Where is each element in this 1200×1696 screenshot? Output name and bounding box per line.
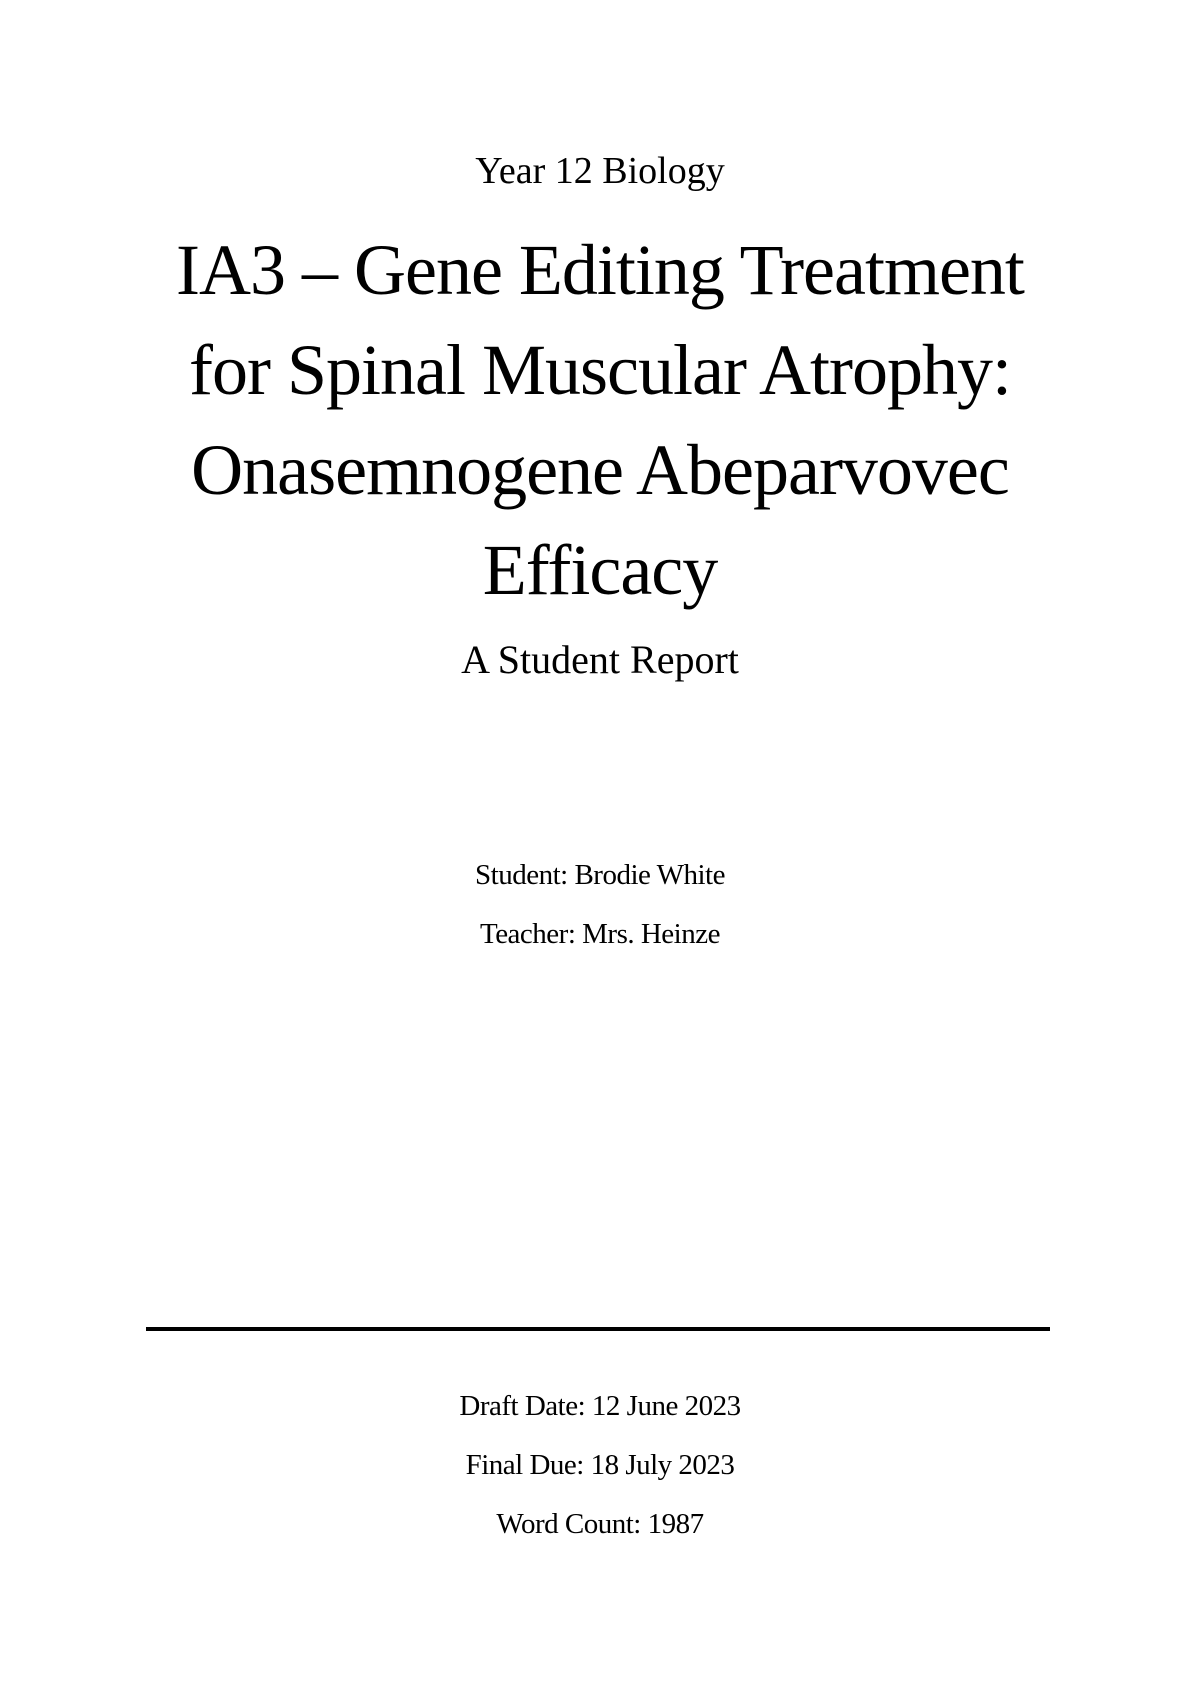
teacher-name: Teacher: Mrs. Heinze — [480, 918, 720, 950]
report-subtitle: A Student Report — [461, 637, 739, 682]
title-line-1: IA3 – Gene Editing Treatment — [176, 230, 1024, 310]
title-line-4: Efficacy — [482, 530, 718, 610]
student-name: Student: Brodie White — [475, 859, 725, 891]
draft-date: Draft Date: 12 June 2023 — [459, 1390, 741, 1422]
final-due-date: Final Due: 18 July 2023 — [465, 1449, 735, 1481]
word-count: Word Count: 1987 — [496, 1508, 704, 1540]
title-line-3: Onasemnogene Abeparvovec — [191, 430, 1009, 510]
report-title — [0, 220, 1200, 620]
course-name: Year 12 Biology — [475, 150, 725, 192]
horizontal-divider — [146, 1327, 1050, 1331]
title-line-2: for Spinal Muscular Atrophy: — [189, 330, 1011, 410]
